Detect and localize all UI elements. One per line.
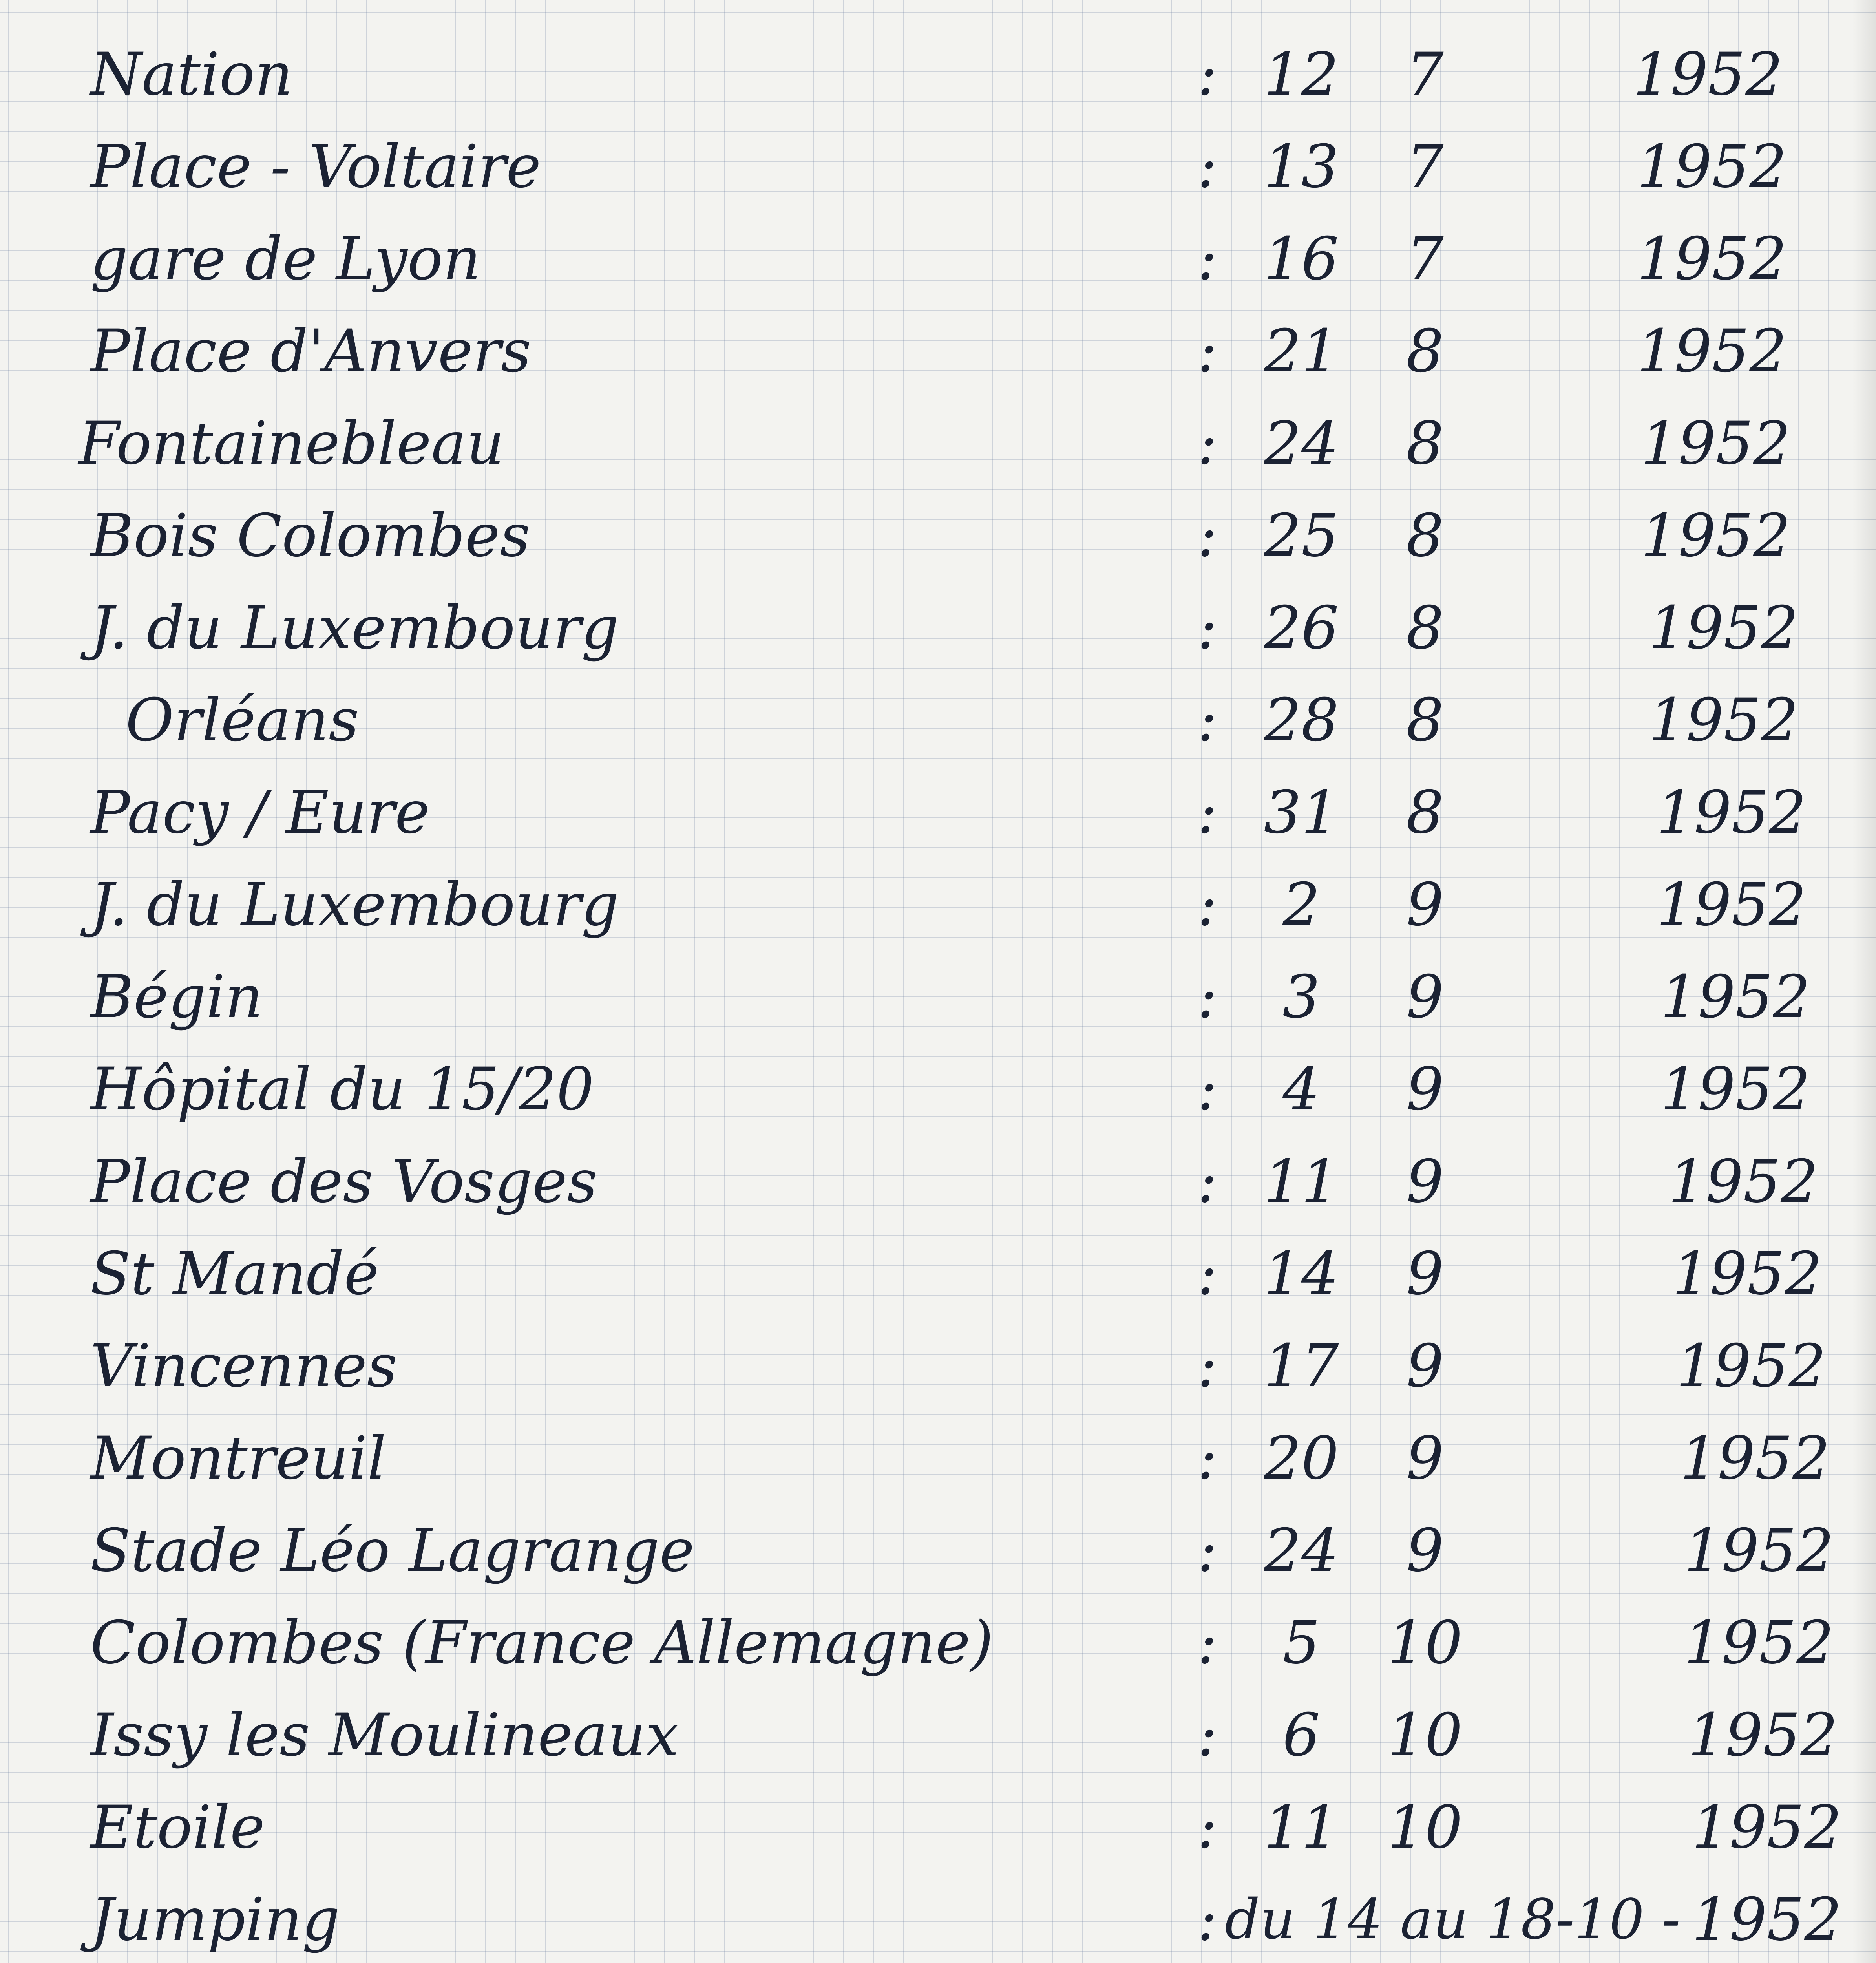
place-name: Issy les Moulineaux: [90, 1701, 679, 1769]
month: 7: [1406, 40, 1444, 109]
place-name: Bégin: [90, 963, 263, 1031]
place-name: Vincennes: [90, 1332, 398, 1400]
list-item: [0, 35, 1876, 114]
year: 1952: [1641, 502, 1791, 570]
day: 3: [1282, 963, 1320, 1031]
month: 10: [1387, 1609, 1463, 1677]
day: 21: [1264, 317, 1339, 386]
month: 8: [1406, 779, 1444, 847]
list-item: [0, 404, 1876, 483]
separator: :: [1197, 1332, 1217, 1400]
separator: :: [1197, 1886, 1217, 1954]
separator: :: [1197, 1055, 1217, 1124]
separator: :: [1197, 1240, 1217, 1308]
year: 1952: [1657, 779, 1807, 847]
separator: :: [1197, 594, 1217, 662]
year: 1952: [1633, 40, 1783, 109]
list-item: [0, 866, 1876, 944]
month: 10: [1387, 1701, 1463, 1769]
list-item: [0, 1788, 1876, 1867]
day: 13: [1264, 133, 1339, 201]
list-item: [0, 773, 1876, 852]
place-name: Place des Vosges: [90, 1148, 597, 1216]
list-item: [0, 1604, 1876, 1682]
month: 10: [1387, 1793, 1463, 1862]
year: 1952: [1657, 871, 1807, 939]
separator: :: [1197, 1609, 1217, 1677]
separator: :: [1197, 963, 1217, 1031]
year: 1952: [1680, 1424, 1830, 1493]
year: 1952: [1649, 594, 1799, 662]
year: 1952: [1641, 409, 1791, 478]
separator: :: [1197, 1148, 1217, 1216]
place-name: Orléans: [126, 686, 359, 755]
day: 4: [1282, 1055, 1320, 1124]
year: 1952: [1692, 1886, 1842, 1954]
day: 16: [1264, 225, 1339, 293]
day: 6: [1282, 1701, 1320, 1769]
year: 1952: [1668, 1148, 1818, 1216]
year: 1952: [1660, 1055, 1810, 1124]
year: 1952: [1676, 1332, 1826, 1400]
list-item: [0, 681, 1876, 760]
place-name: Hôpital du 15/20: [90, 1055, 594, 1124]
month: 9: [1406, 1055, 1444, 1124]
day: 5: [1282, 1609, 1320, 1677]
separator: :: [1197, 409, 1217, 478]
month: 9: [1406, 1424, 1444, 1493]
month: 8: [1406, 502, 1444, 570]
day: 17: [1264, 1332, 1339, 1400]
day: 11: [1264, 1148, 1339, 1216]
place-name: Nation: [90, 40, 293, 109]
month: 8: [1406, 686, 1444, 755]
day: 31: [1264, 779, 1339, 847]
place-name: Jumping: [90, 1886, 340, 1954]
list-item: [0, 497, 1876, 575]
place-name: Place - Voltaire: [90, 133, 541, 201]
month: 9: [1406, 1240, 1444, 1308]
day: 24: [1264, 1517, 1339, 1585]
list-item: [0, 1050, 1876, 1129]
separator: :: [1197, 1517, 1217, 1585]
date-range: du 14 au 18-10 -: [1225, 1888, 1681, 1952]
month: 9: [1406, 1332, 1444, 1400]
month: 8: [1406, 594, 1444, 662]
separator: :: [1197, 502, 1217, 570]
list-item: [0, 220, 1876, 298]
day: 25: [1264, 502, 1339, 570]
day: 11: [1264, 1793, 1339, 1862]
place-name: J. du Luxembourg: [90, 594, 619, 662]
year: 1952: [1684, 1609, 1834, 1677]
list-item: [0, 312, 1876, 391]
separator: :: [1197, 871, 1217, 939]
list-item: [0, 128, 1876, 206]
year: 1952: [1637, 133, 1787, 201]
place-name: Montreuil: [90, 1424, 386, 1493]
year: 1952: [1672, 1240, 1822, 1308]
month: 9: [1406, 963, 1444, 1031]
place-name: J. du Luxembourg: [90, 871, 619, 939]
year: 1952: [1688, 1701, 1838, 1769]
month: 8: [1406, 317, 1444, 386]
separator: :: [1197, 1793, 1217, 1862]
place-name: gare de Lyon: [90, 225, 481, 293]
year: 1952: [1637, 225, 1787, 293]
year: 1952: [1649, 686, 1799, 755]
list-item: [0, 958, 1876, 1036]
day: 28: [1264, 686, 1339, 755]
month: 9: [1406, 871, 1444, 939]
list-item: [0, 1327, 1876, 1406]
place-name: Pacy / Eure: [90, 779, 430, 847]
list-item: [0, 1881, 1876, 1959]
separator: :: [1197, 225, 1217, 293]
place-name: Colombes (France Allemagne): [90, 1609, 994, 1677]
place-name: Stade Léo Lagrange: [90, 1517, 694, 1585]
place-name: Fontainebleau: [79, 409, 504, 478]
list-item: [0, 1235, 1876, 1313]
day: 14: [1264, 1240, 1339, 1308]
day: 24: [1264, 409, 1339, 478]
month: 7: [1406, 225, 1444, 293]
separator: :: [1197, 317, 1217, 386]
separator: :: [1197, 1701, 1217, 1769]
separator: :: [1197, 779, 1217, 847]
separator: :: [1197, 133, 1217, 201]
place-name: Etoile: [90, 1793, 265, 1862]
list-item: [0, 1419, 1876, 1498]
month: 9: [1406, 1517, 1444, 1585]
list-item: [0, 1512, 1876, 1590]
separator: :: [1197, 1424, 1217, 1493]
month: 8: [1406, 409, 1444, 478]
day: 26: [1264, 594, 1339, 662]
month: 9: [1406, 1148, 1444, 1216]
place-name: Bois Colombes: [90, 502, 530, 570]
day: 12: [1264, 40, 1339, 109]
month: 7: [1406, 133, 1444, 201]
separator: :: [1197, 40, 1217, 109]
year: 1952: [1660, 963, 1810, 1031]
place-name: Place d'Anvers: [90, 317, 532, 386]
year: 1952: [1692, 1793, 1842, 1862]
list-item: [0, 589, 1876, 667]
year: 1952: [1684, 1517, 1834, 1585]
list-item: [0, 1142, 1876, 1221]
year: 1952: [1637, 317, 1787, 386]
day: 20: [1264, 1424, 1339, 1493]
separator: :: [1197, 686, 1217, 755]
place-name: St Mandé: [90, 1240, 379, 1308]
page-edge-shadow: [1852, 0, 1876, 1963]
list-item: [0, 1696, 1876, 1775]
day: 2: [1282, 871, 1320, 939]
